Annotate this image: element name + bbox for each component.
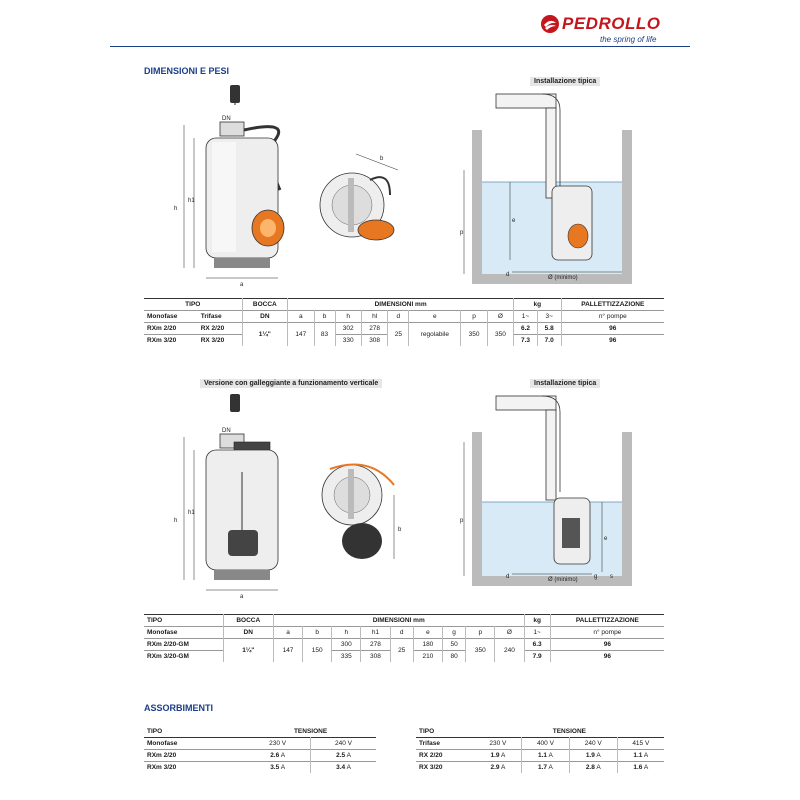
table-row xyxy=(416,762,664,774)
sub-240v: 240 V xyxy=(311,738,376,750)
sub-monofase: Monofase xyxy=(147,313,178,320)
table-row xyxy=(144,762,376,774)
cell-h: 335 xyxy=(332,651,361,663)
cell-p: 350 xyxy=(466,639,495,663)
cell-mono: RXm 2/20 xyxy=(147,325,177,332)
cell-240v: 2.5 A xyxy=(311,750,376,762)
install-caption-1: Installazione tipica xyxy=(530,77,600,86)
table-row xyxy=(144,639,664,651)
brand-tagline: the spring of life xyxy=(600,35,657,44)
cell-mono: RXm 3/20-GM xyxy=(147,653,189,660)
dim-diam-label-2: Ø (minimo) xyxy=(548,577,578,583)
cell-b: 83 xyxy=(314,323,335,347)
cell-240v: 2.8 A xyxy=(569,762,617,774)
sub-monofase-abs: Monofase xyxy=(147,740,178,747)
cell-e: 210 xyxy=(413,651,442,663)
cell-d: 25 xyxy=(390,639,413,663)
dim-e-label-2: e xyxy=(604,536,608,542)
sub-dn: DN xyxy=(242,311,288,323)
sub-230v-r: 230 V xyxy=(489,740,507,747)
th-tipo: TIPO xyxy=(185,301,201,308)
cell-hl: 278 xyxy=(361,323,387,335)
sub-kg-3: 3~ xyxy=(537,311,561,323)
sub-diam: Ø xyxy=(487,311,513,323)
cell-tri: RX 3/20 xyxy=(200,337,225,344)
pump-side-view-2 xyxy=(174,392,300,600)
pedrollo-logo xyxy=(540,14,690,48)
th-pallettizzazione: PALLETTIZZAZIONE xyxy=(561,299,664,311)
cell-h1: 278 xyxy=(361,639,390,651)
cell-g: 80 xyxy=(442,651,465,663)
cell-kg1: 6.2 xyxy=(514,323,538,335)
cell-240v: 1.9 A xyxy=(569,750,617,762)
dim-a-label: a xyxy=(240,282,244,288)
th-bocca: BOCCA xyxy=(242,299,288,311)
cell-230v: 1.9 A xyxy=(490,752,506,759)
cell-p: 350 xyxy=(461,323,487,347)
cell-dn: 1¼" xyxy=(223,639,273,663)
sub-p-2: p xyxy=(466,627,495,639)
sub-g-2: g xyxy=(442,627,465,639)
th-bocca-2: BOCCA xyxy=(223,615,273,627)
pump-side-view-1 xyxy=(174,80,300,288)
cell-230v: 2.6 A xyxy=(270,752,286,759)
sub-a: a xyxy=(288,311,314,323)
brand-name: PEDROLLO xyxy=(562,14,661,33)
sub-h-2: h xyxy=(332,627,361,639)
sub-a-2: a xyxy=(273,627,302,639)
sub-415v: 415 V xyxy=(617,738,664,750)
table-row xyxy=(416,750,664,762)
cell-a: 147 xyxy=(273,639,302,663)
dim-p-label-2: p xyxy=(460,518,464,524)
th-tensione-l: TENSIONE xyxy=(293,728,328,735)
dim-dn-label-2: DN xyxy=(222,428,231,434)
cell-e: 180 xyxy=(413,639,442,651)
installation-drawing-2 xyxy=(462,392,642,592)
cell-a: 147 xyxy=(288,323,314,347)
cell-mono: RXm 2/20-GM xyxy=(147,641,189,648)
pump-top-view-1 xyxy=(310,150,410,260)
sub-e-2: e xyxy=(413,627,442,639)
sub-kg1-2: 1~ xyxy=(524,627,550,639)
sub-230v: 230 V xyxy=(269,740,287,747)
sub-e: e xyxy=(409,311,461,323)
cell-230v: 3.5 A xyxy=(270,764,286,771)
sub-400v: 400 V xyxy=(522,738,570,750)
cell-kg: 6.3 xyxy=(524,639,550,651)
installation-drawing-1 xyxy=(462,90,642,290)
dim-p-label-1: p xyxy=(460,230,464,236)
cell-kg3: 5.8 xyxy=(537,323,561,335)
dimensions-table-1 xyxy=(144,298,664,346)
dim-e-label-1: e xyxy=(512,218,516,224)
cell-mono: RXm 3/20 xyxy=(147,337,177,344)
sub-diam-2: Ø xyxy=(495,627,524,639)
cell-dn: 1¼" xyxy=(242,323,288,347)
dim-diam-label-1: Ø (minimo) xyxy=(548,275,578,281)
cell-tipo: RXm 3/20 xyxy=(147,764,177,771)
pump-top-view-2 xyxy=(310,455,410,565)
cell-h: 302 xyxy=(335,323,361,335)
cell-400v: 1.7 A xyxy=(522,762,570,774)
cell-d: 25 xyxy=(388,323,409,347)
cell-pompe: 96 xyxy=(561,323,664,335)
sub-240v-r: 240 V xyxy=(569,738,617,750)
cell-pompe: 96 xyxy=(550,651,664,663)
cell-hl: 308 xyxy=(361,335,387,347)
sub-dn-2: DN xyxy=(223,627,273,639)
th-tipo-abs-l: TIPO xyxy=(147,728,163,735)
absorption-table-three-phase xyxy=(416,726,664,773)
dimensions-table-2 xyxy=(144,614,664,662)
th-dimensioni-2: DIMENSIONI mm xyxy=(273,615,524,627)
table-row xyxy=(144,750,376,762)
cell-g: 50 xyxy=(442,639,465,651)
cell-pompe: 96 xyxy=(561,335,664,347)
dim-h-label: h xyxy=(174,206,178,212)
vertical-float-caption: Versione con galleggiante a funzionamento verticale xyxy=(200,379,382,388)
cell-kg1: 7.3 xyxy=(514,335,538,347)
cell-h1: 308 xyxy=(361,651,390,663)
th-kg-2: kg xyxy=(524,615,550,627)
dim-h1-label-2: h1 xyxy=(188,510,195,516)
cell-tipo: RXm 2/20 xyxy=(147,752,177,759)
dim-d-label-1: d xyxy=(506,272,510,278)
sub-d: d xyxy=(388,311,409,323)
cell-diam: 240 xyxy=(495,639,524,663)
th-pallettizzazione-2: PALLETTIZZAZIONE xyxy=(550,615,664,627)
logo-swirl-icon xyxy=(540,14,562,36)
sub-p: p xyxy=(461,311,487,323)
sub-pompe-2: n° pompe xyxy=(550,627,664,639)
cell-h: 330 xyxy=(335,335,361,347)
section-title-assorbimenti: ASSORBIMENTI xyxy=(144,703,214,713)
dim-d-label-2: d xyxy=(506,574,510,580)
dim-s-label-2: s xyxy=(610,574,613,580)
sub-pompe: n° pompe xyxy=(561,311,664,323)
th-dimensioni: DIMENSIONI mm xyxy=(288,299,514,311)
th-tensione-r: TENSIONE xyxy=(552,728,586,735)
cell-tipo: RX 2/20 xyxy=(419,752,443,759)
cell-tri: RX 2/20 xyxy=(200,325,225,332)
cell-pompe: 96 xyxy=(550,639,664,651)
cell-415v: 1.1 A xyxy=(617,750,664,762)
dim-b-label-1: b xyxy=(380,156,384,162)
sub-h1-2: h1 xyxy=(361,627,390,639)
cell-400v: 1.1 A xyxy=(522,750,570,762)
dim-dn-label: DN xyxy=(222,116,231,122)
section-title-dimensions: DIMENSIONI E PESI xyxy=(144,66,230,76)
dim-a-label-2: a xyxy=(240,594,244,600)
cell-415v: 1.6 A xyxy=(617,762,664,774)
dim-h1-label: h1 xyxy=(188,198,195,204)
dim-b-label-2: b xyxy=(398,527,402,533)
th-tipo-2: TIPO xyxy=(147,617,163,624)
cell-b: 150 xyxy=(303,639,332,663)
cell-kg: 7.9 xyxy=(524,651,550,663)
th-kg: kg xyxy=(514,299,561,311)
cell-kg3: 7.0 xyxy=(537,335,561,347)
dim-g-label-2: g xyxy=(594,574,598,580)
dim-h-label-2: h xyxy=(174,518,178,524)
cell-230v: 2.9 A xyxy=(490,764,506,771)
install-caption-2: Installazione tipica xyxy=(530,379,600,388)
cell-e: regolabile xyxy=(409,323,461,347)
sub-hl: hl xyxy=(361,311,387,323)
sub-monofase-2: Monofase xyxy=(147,629,178,636)
sub-b-2: b xyxy=(303,627,332,639)
sub-trifase-abs: Trifase xyxy=(419,740,440,747)
absorption-table-single-phase xyxy=(144,726,376,773)
cell-diam: 350 xyxy=(487,323,513,347)
sub-trifase: Trifase xyxy=(200,313,222,320)
th-tipo-abs-r: TIPO xyxy=(419,728,435,735)
cell-240v: 3.4 A xyxy=(311,762,376,774)
sub-h: h xyxy=(335,311,361,323)
sub-b: b xyxy=(314,311,335,323)
cell-h: 300 xyxy=(332,639,361,651)
header-divider xyxy=(110,46,690,47)
sub-kg-1: 1~ xyxy=(514,311,538,323)
sub-d-2: d xyxy=(390,627,413,639)
table-row xyxy=(144,323,664,335)
cell-tipo: RX 3/20 xyxy=(419,764,443,771)
